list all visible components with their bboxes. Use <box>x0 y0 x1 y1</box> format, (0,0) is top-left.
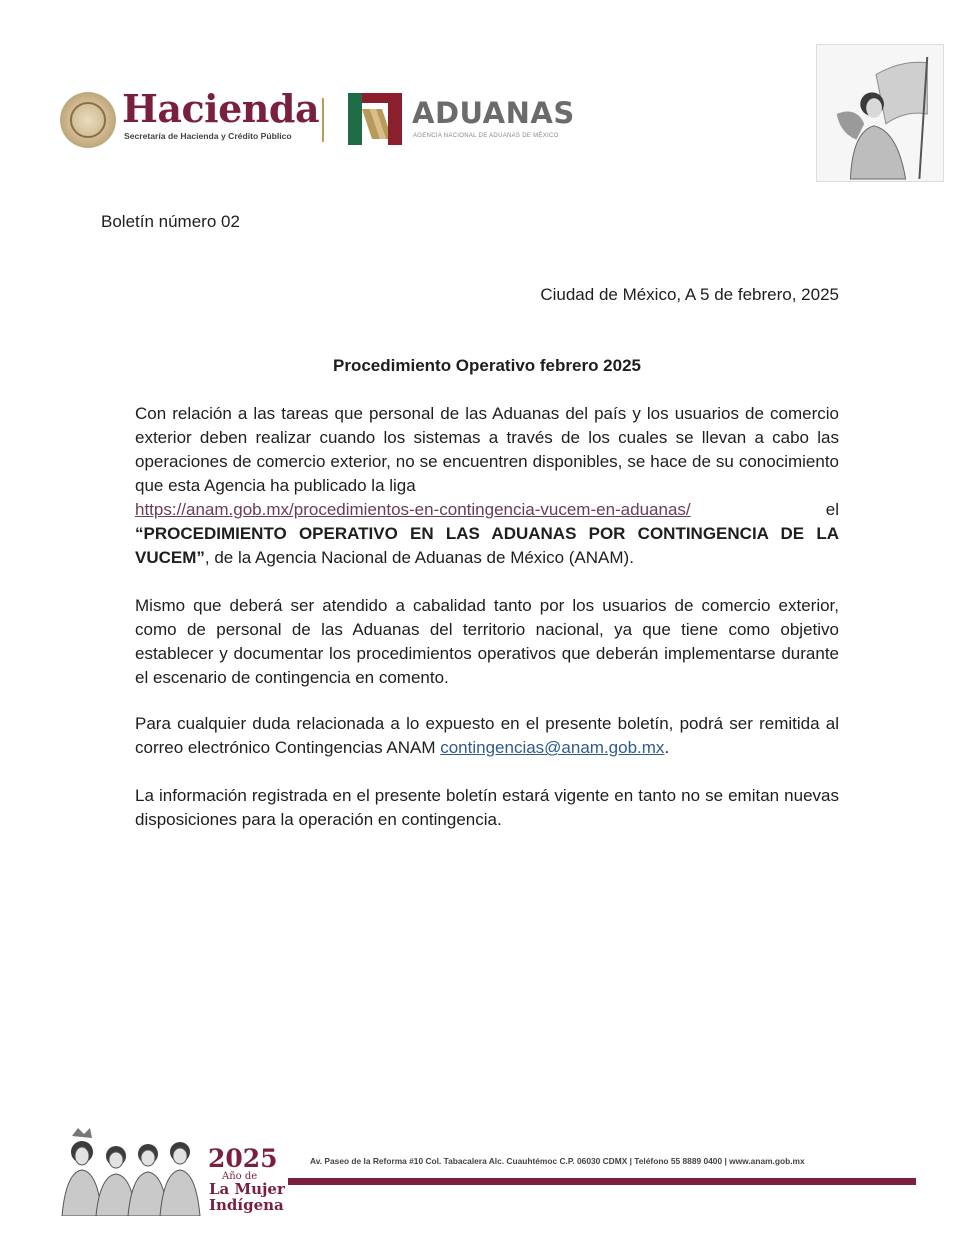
aduanas-logo-title: ADUANAS <box>412 96 575 130</box>
footer-address: Av. Paseo de la Reforma #10 Col. Tabacalera Alc. Cuauhtémoc C.P. 06030 CDMX | Teléfono 55 8889 0400 | www.anam.gob.mx <box>310 1156 805 1166</box>
aduanas-logo-subtitle: AGENCIA NACIONAL DE ADUANAS DE MÉXICO <box>413 133 559 139</box>
paragraph-1-rest: , de la Agencia Nacional de Aduanas de México (ANAM). <box>204 548 634 567</box>
mexico-coat-of-arms-seal <box>60 92 116 148</box>
year-logo-name-line-2: Indígena <box>209 1196 284 1214</box>
bulletin-number: Boletín número 02 <box>101 212 240 231</box>
year-logo-subtitle: Año de <box>222 1171 258 1182</box>
hacienda-logo-title: Hacienda <box>122 86 320 131</box>
header-separator <box>322 98 324 142</box>
link-line <box>135 498 839 522</box>
woman-with-flag-illustration <box>816 44 944 182</box>
paragraph-3-text: Para cualquier duda relacionada a lo expuesto en el presente boletín, podrá ser remitida al correo electrónico Contingencias ANAM <box>135 714 839 757</box>
paragraph-compliance: Mismo que deberá ser atendido a cabalidad tanto por los usuarios de comercio exterior, como de personal de las Aduanas del territorio nacional, ya que tiene como objetivo establecer y documentar los procedimientos operativos que deberán implementarse durante el escenario de contingencia en comento. <box>135 596 839 687</box>
indigenous-women-illustration <box>58 1126 202 1216</box>
procedure-name-bold: “PROCEDIMIENTO OPERATIVO EN LAS ADUANAS POR CONTINGENCIA DE LA VUCEM” <box>135 524 839 567</box>
contact-email-link[interactable]: contingencias@anam.gob.mx <box>440 738 665 757</box>
aduanas-logo-mark <box>348 93 402 145</box>
paragraph-1-intro: Con relación a las tareas que personal de las Aduanas del país y los usuarios de comercio exterior deben realizar cuando los sistemas a través de los cuales se llevan a cabo las operaciones de comercio exterior, no se encuentren disponibles, se hace de su conocimiento que esta Agencia ha publicado la liga <box>135 404 839 495</box>
year-2025-logo: 2025 <box>208 1144 278 1173</box>
paragraph-procedure-announcement <box>135 402 839 570</box>
paragraph-1-connector: el <box>825 500 839 519</box>
paragraph-3-end: . <box>664 738 670 757</box>
year-logo-name-line-1: La Mujer <box>209 1180 285 1198</box>
paragraph-validity: La información registrada en el presente boletín estará vigente en tanto no se emitan nuevas disposiciones para la operación en contingencia. <box>135 786 839 829</box>
place-and-date: Ciudad de México, A 5 de febrero, 2025 <box>540 285 839 304</box>
footer-rule <box>288 1178 916 1185</box>
document-title: Procedimiento Operativo febrero 2025 <box>333 356 641 375</box>
hacienda-logo-subtitle: Secretaría de Hacienda y Crédito Público <box>124 131 292 141</box>
paragraph-contact <box>135 712 839 760</box>
procedures-link[interactable]: https://anam.gob.mx/procedimientos-en-contingencia-vucem-en-aduanas/ <box>135 500 691 519</box>
